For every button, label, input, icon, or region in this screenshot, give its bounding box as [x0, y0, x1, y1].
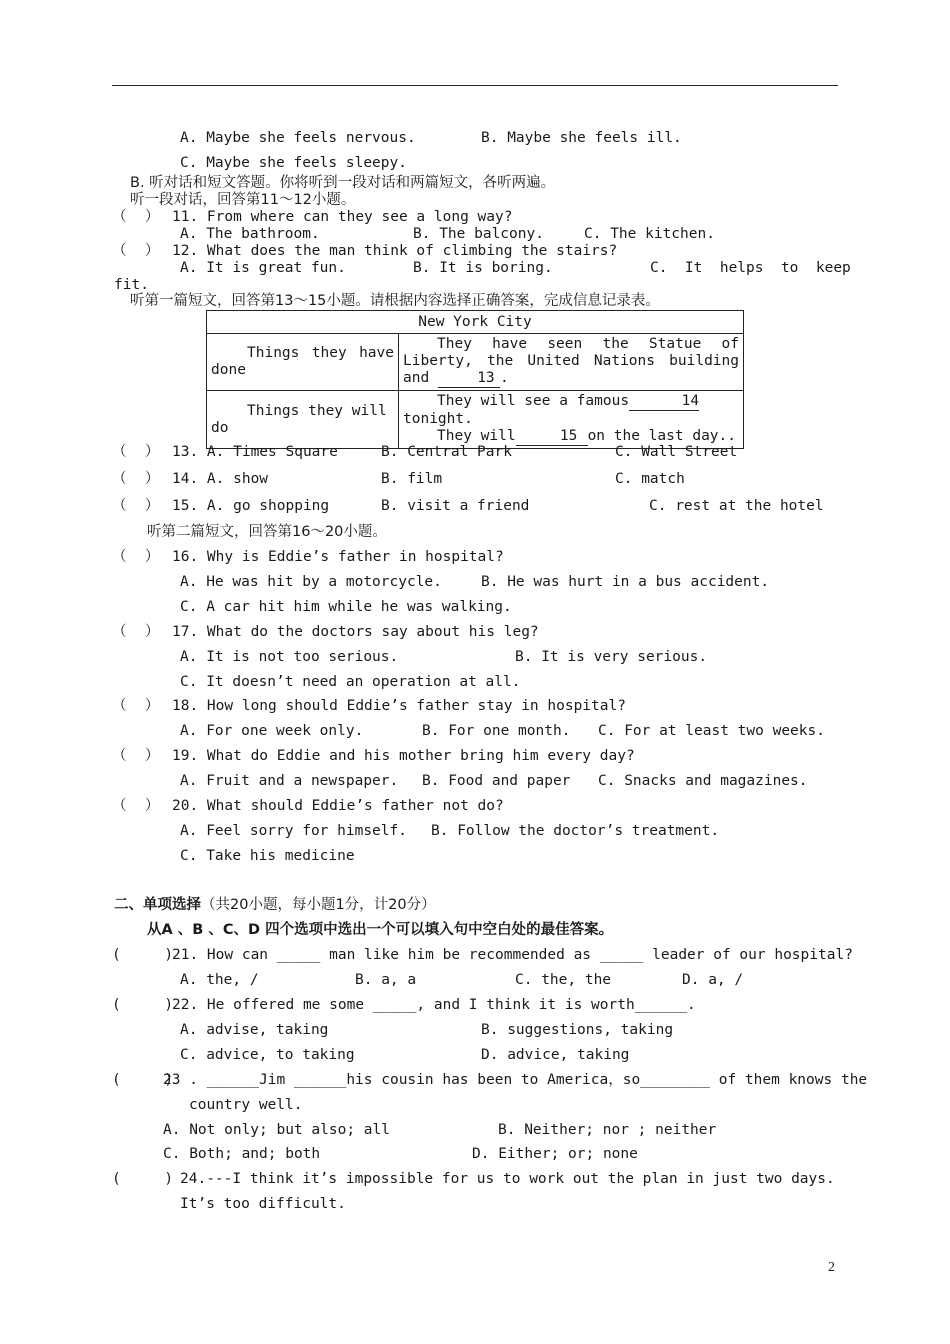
q21-option-c: C. the, the [515, 972, 612, 988]
q21-stem: 21. How can _____ man like him be recommended as _____ leader of our hospital? [172, 947, 853, 963]
q18-option-b: B. For one month. [422, 723, 571, 739]
q11-bracket: （ ） [112, 209, 160, 225]
row1-end: . [499, 370, 509, 386]
q17-option-c: C. It doesn’t need an operation at all. [180, 674, 521, 690]
q23-bracket: ( ) [112, 1072, 174, 1088]
section-2-instruction: 从A 、B 、C、D 四个选项中选出一个可以填入句中空白处的最佳答案。 [147, 922, 614, 938]
q11-option-c: C. The kitchen. [584, 226, 715, 242]
q23-option-b: B. Neither; nor ; neither [498, 1122, 717, 1138]
q14-option-b: B. film [381, 471, 443, 487]
q19-option-a: A. Fruit and a newspaper. [180, 773, 399, 789]
dialogue-intro: 听一段对话，回答第11～12小题。 [130, 192, 356, 208]
page-number: 2 [828, 1260, 835, 1275]
q21-option-a: A. the, / [180, 972, 259, 988]
q22-bracket: ( ) [112, 997, 174, 1013]
row2-text1: They will see a famous [437, 393, 630, 409]
q13-stem: 13. A. Times Square [172, 444, 338, 460]
q11-stem: 11. From where can they see a long way? [172, 209, 513, 225]
q24-stem: 24.---I think it’s impossible for us to work out the plan in just two days. [180, 1171, 835, 1187]
row2-line1 [403, 393, 739, 411]
q24-bracket: ( ) [112, 1171, 174, 1187]
q13-option-b: B. Central Park [381, 444, 512, 460]
q10-option-a: A. Maybe she feels nervous. [180, 130, 416, 146]
q20-option-c: C. Take his medicine [180, 848, 355, 864]
q24-stem-cont: It’s too difficult. [180, 1196, 346, 1212]
passage1-intro: 听第一篇短文，回答第13～15小题。请根据内容选择正确答案，完成信息记录表。 [130, 293, 660, 309]
row1-text: They have seen the Statue of Liberty, the United Nations building and [403, 336, 739, 386]
q12-option-b: B. It is boring. [413, 260, 553, 276]
q11-option-a: A. The bathroom. [180, 226, 320, 242]
q18-option-a: A. For one week only. [180, 723, 364, 739]
nyc-table-header: New York City [207, 311, 744, 334]
section-b-title: B. 听对话和短文答题。你将听到一段对话和两篇短文，各听两遍。 [130, 175, 556, 191]
q23-stem-cont: country well. [189, 1097, 303, 1113]
blank-14: 14 [629, 393, 699, 411]
q22-stem: 22. He offered me some _____, and I think it is worth______. [172, 997, 696, 1013]
q20-bracket: （ ） [112, 798, 160, 814]
header-rule [112, 85, 838, 86]
q19-option-c: C. Snacks and magazines. [598, 773, 808, 789]
q16-stem: 16. Why is Eddie’s father in hospital? [172, 549, 504, 565]
q22-option-d: D. advice, taking [481, 1047, 630, 1063]
q14-bracket: （ ） [112, 471, 160, 487]
q15-stem: 15. A. go shopping [172, 498, 330, 514]
q16-option-b: B. He was hurt in a bus accident. [481, 574, 770, 590]
q20-option-a: A. Feel sorry for himself. [180, 823, 407, 839]
q22-option-c: C. advice, to taking [180, 1047, 355, 1063]
q20-stem: 20. What should Eddie’s father not do? [172, 798, 504, 814]
section-2-title [114, 896, 436, 914]
q12-option-c: C. It helps to keep [650, 260, 851, 276]
q22-option-b: B. suggestions, taking [481, 1022, 674, 1038]
q21-bracket: ( ) [112, 947, 174, 963]
q17-option-a: A. It is not too serious. [180, 649, 399, 665]
q13-option-c: C. Wall Street [615, 444, 738, 460]
q17-bracket: （ ） [112, 624, 160, 640]
q10-option-b: B. Maybe she feels ill. [481, 130, 682, 146]
blank-13: 13 [438, 370, 500, 388]
q16-option-a: A. He was hit by a motorcycle. [180, 574, 442, 590]
q19-option-b: B. Food and paper [422, 773, 571, 789]
q12-bracket: （ ） [112, 243, 160, 259]
row2-label: Things they will do [211, 402, 387, 436]
q15-option-c: C. rest at the hotel [649, 498, 824, 514]
q22-option-a: A. advise, taking [180, 1022, 329, 1038]
row2-label-cell [207, 391, 399, 449]
row1-label: Things they have done [211, 345, 394, 378]
row1-content-cell [399, 334, 744, 391]
q19-stem: 19. What do Eddie and his mother bring him every day? [172, 748, 635, 764]
q16-bracket: （ ） [112, 549, 160, 565]
q23-option-a: A. Not only; but also; all [163, 1122, 390, 1138]
q10-option-c: C. Maybe she feels sleepy. [180, 155, 407, 171]
q18-stem: 18. How long should Eddie’s father stay in hospital? [172, 698, 626, 714]
nyc-info-table [206, 310, 744, 449]
q15-bracket: （ ） [112, 498, 160, 514]
q12-option-c-cont: fit. [114, 277, 149, 293]
row2-line1-end: tonight. [403, 411, 473, 427]
row1-label-cell [207, 334, 399, 391]
q12-stem: 12. What does the man think of climbing the stairs? [172, 243, 618, 259]
row1-content [403, 336, 739, 388]
row2-text2-end: on the last day.. [587, 428, 736, 444]
q17-option-b: B. It is very serious. [515, 649, 708, 665]
row2-content-cell [399, 391, 744, 449]
q15-option-b: B. visit a friend [381, 498, 530, 514]
passage2-intro: 听第二篇短文，回答第16～20小题。 [147, 524, 387, 540]
q21-option-b: B. a, a [355, 972, 417, 988]
q23-option-c: C. Both; and; both [163, 1146, 321, 1162]
q17-stem: 17. What do the doctors say about his leg? [172, 624, 539, 640]
blank-15: 15 [516, 428, 588, 446]
q16-option-c: C. A car hit him while he was walking. [180, 599, 512, 615]
q18-bracket: （ ） [112, 698, 160, 714]
q13-bracket: （ ） [112, 444, 160, 460]
section-2-title-rest: （共20小题，每小题1分，计20分） [201, 897, 436, 913]
q19-bracket: （ ） [112, 748, 160, 764]
q23-stem: 23 . ______Jim ______his cousin has been to America，so________ of them knows the [163, 1072, 868, 1088]
q21-option-d: D. a, / [682, 972, 744, 988]
q18-option-c: C. For at least two weeks. [598, 723, 825, 739]
q14-stem: 14. A. show [172, 471, 269, 487]
q11-option-b: B. The balcony. [413, 226, 544, 242]
row2-text2: They will [437, 428, 516, 444]
q14-option-c: C. match [615, 471, 685, 487]
q20-option-b: B. Follow the doctor’s treatment. [431, 823, 720, 839]
q23-option-d: D. Either; or; none [472, 1146, 638, 1162]
q12-option-a: A. It is great fun. [180, 260, 346, 276]
section-2-title-bold: 二、单项选择 [114, 897, 201, 913]
